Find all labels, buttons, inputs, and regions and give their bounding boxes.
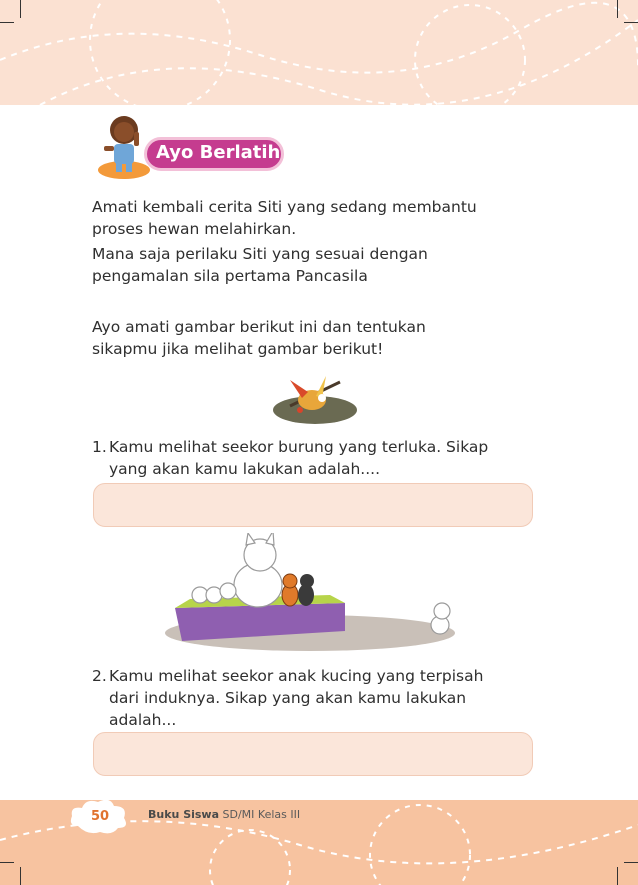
text-line: Kamu melihat seekor anak kucing yang terpisah [109,667,484,685]
crop-mark [20,0,21,18]
header-decoration [0,0,638,105]
cats-in-basket-illustration [160,533,460,653]
crop-mark [0,862,14,863]
answer-box-2[interactable] [93,732,533,776]
answer-box-1[interactable] [93,483,533,527]
text-line: Mana saja perilaku Siti yang sesuai dengan [92,245,428,263]
injured-bird-illustration [270,368,360,428]
crop-mark [0,22,14,23]
intro-paragraph-2 [92,243,428,287]
text-line: sikapmu jika melihat gambar berikut! [92,340,384,358]
text-line: Kamu melihat seekor burung yang terluka. Sikap [109,438,489,456]
intro-paragraph-3 [92,316,426,360]
question-number: 2. [92,667,107,685]
child-mascot-illustration [96,112,156,182]
crop-mark [624,22,638,23]
text-line: Amati kembali cerita Siti yang sedang membantu [92,198,477,216]
book-grade: SD/MI Kelas III [219,808,301,821]
text-line: proses hewan melahirkan. [92,220,297,238]
question-number: 1. [92,438,107,456]
text-line: yang akan kamu lakukan adalah.... [109,460,381,478]
question-1 [92,436,488,480]
intro-paragraph-1 [92,196,477,240]
section-title: Ayo Berlatih [156,142,281,163]
footer-book-title [148,808,300,821]
text-line: Ayo amati gambar berikut ini dan tentukan [92,318,426,336]
crop-mark [20,867,21,885]
text-line: dari induknya. Sikap yang akan kamu lakukan [109,689,467,707]
section-header [96,112,296,182]
crop-mark [617,0,618,18]
text-line: pengamalan sila pertama Pancasila [92,267,368,285]
page-number: 50 [91,809,110,824]
text-line: adalah... [109,711,177,729]
crop-mark [624,862,638,863]
book-name: Buku Siswa [148,808,220,821]
crop-mark [617,867,618,885]
question-2 [92,665,483,731]
